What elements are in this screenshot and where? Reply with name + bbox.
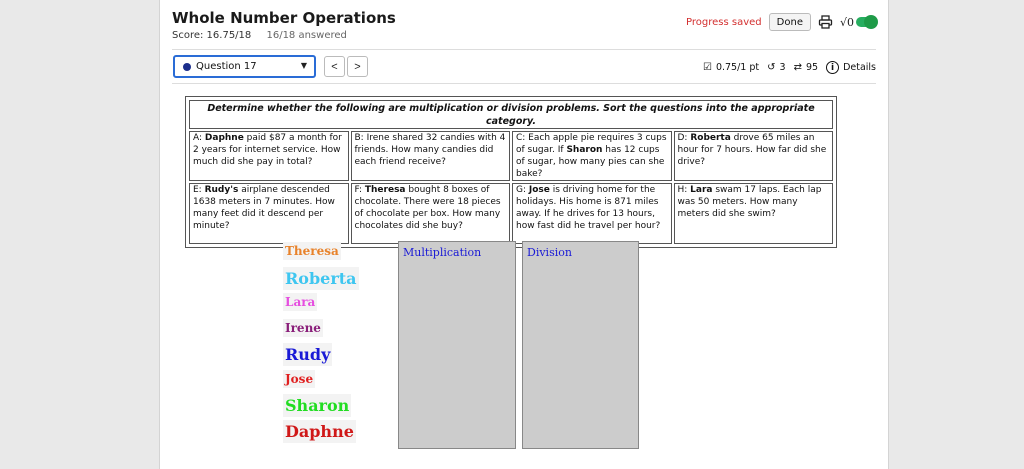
instruction-text: Determine whether the following are multiplication or division problems. Sort the questions into the appropriate category. <box>189 100 833 129</box>
problem-cell-d: D: Roberta drove 65 miles an hour for 7 hours. How far did she drive? <box>674 131 834 181</box>
progress-saved-status: Progress saved <box>686 16 762 28</box>
problem-cell-c: C: Each apple pie requires 3 cups of sugar. If Sharon has 12 cups of sugar, how many pies can she bake? <box>512 131 672 181</box>
attempts-count: 95 <box>805 62 819 73</box>
drag-item-sharon[interactable]: Sharon <box>285 396 350 415</box>
score-line <box>172 30 347 41</box>
toggle-switch[interactable] <box>856 17 876 27</box>
divider <box>172 83 876 84</box>
attempts-icon: ⇄ <box>793 62 802 73</box>
drag-item-daphne[interactable]: Daphne <box>285 422 354 441</box>
drag-item-jose[interactable]: Jose <box>285 372 314 386</box>
problem-cell-f: F: Theresa bought 8 boxes of chocolate. There were 18 pieces of chocolate per box. How many chocolates did she buy? <box>351 183 511 244</box>
drag-item-irene[interactable]: Irene <box>285 321 321 335</box>
assignment-page <box>159 0 889 469</box>
problem-table <box>185 96 837 248</box>
problem-cell-e: E: Rudy's airplane descended 1638 meters in 7 minutes. How many feet did it descend per minute? <box>189 183 349 244</box>
assignment-title: Whole Number Operations <box>172 9 396 27</box>
details-link[interactable]: Details <box>843 62 876 73</box>
problem-cell-a: A: Daphne paid $87 a month for 2 years for internet service. How much did she pay in total? <box>189 131 349 181</box>
question-select-value: Question 17 <box>196 61 257 72</box>
question-select[interactable] <box>173 55 316 78</box>
done-button[interactable]: Done <box>769 13 811 31</box>
multiplication-drop-zone[interactable] <box>398 241 516 449</box>
problem-cell-g: G: Jose is driving home for the holidays. His home is 871 miles away. If he drives for 13 hours, how fast did he travel per hour? <box>512 183 672 244</box>
info-icon[interactable]: i <box>826 61 839 74</box>
question-status-dot-icon <box>183 63 191 71</box>
division-drop-zone[interactable] <box>522 241 639 449</box>
next-question-button[interactable]: > <box>347 56 368 77</box>
retry-icon: ↺ <box>767 62 776 73</box>
previous-question-button[interactable]: < <box>324 56 345 77</box>
question-meta <box>703 61 876 74</box>
problem-cell-h: H: Lara swam 17 laps. Each lap was 50 meters. How many meters did she swim? <box>674 183 834 244</box>
drag-item-theresa[interactable]: Theresa <box>285 244 339 258</box>
table-row <box>189 183 833 244</box>
division-label: Division <box>527 246 572 259</box>
sqrt-icon: √0 <box>839 15 854 29</box>
score-text: Score: 16.75/18 <box>172 30 252 41</box>
divider <box>172 49 876 50</box>
print-icon[interactable] <box>818 15 833 29</box>
answered-count: 16/18 answered <box>266 30 347 41</box>
multiplication-label: Multiplication <box>403 246 482 259</box>
chevron-down-icon: ▼ <box>300 61 307 70</box>
problem-cell-b: B: Irene shared 32 candies with 4 friends. How many candies did each friend receive? <box>351 131 511 181</box>
table-row <box>189 131 833 181</box>
drag-item-roberta[interactable]: Roberta <box>285 269 357 288</box>
header-actions <box>686 13 876 31</box>
drag-item-lara[interactable]: Lara <box>285 295 316 309</box>
drag-item-rudy[interactable]: Rudy <box>285 345 331 364</box>
checkbox-icon: ☑ <box>702 62 712 73</box>
points-value: 0.75/1 pt <box>715 62 760 73</box>
math-input-toggle[interactable] <box>840 16 876 29</box>
retries-count: 3 <box>779 62 786 73</box>
